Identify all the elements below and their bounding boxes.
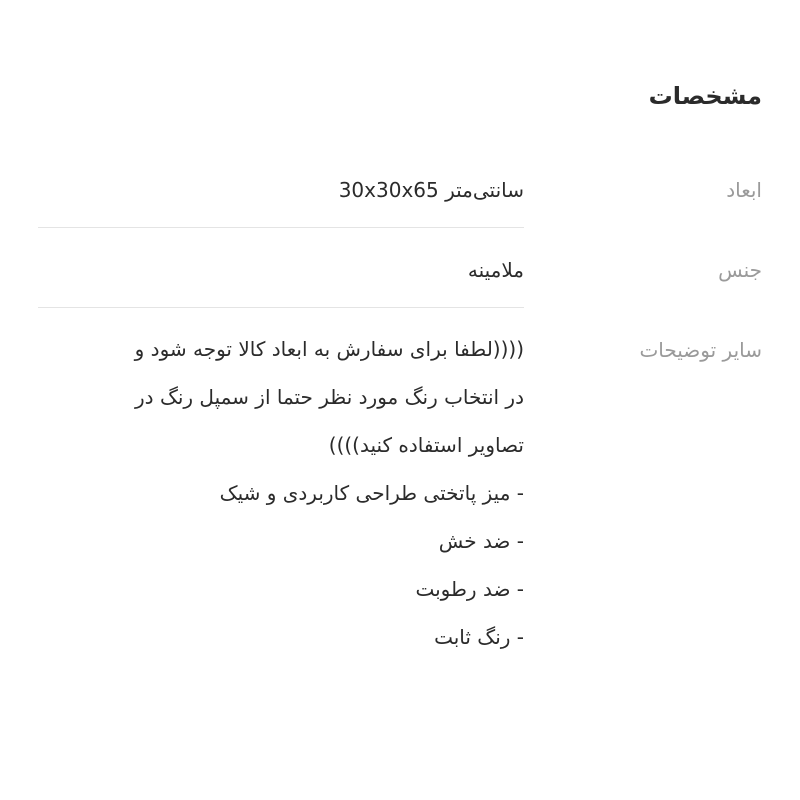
divider (38, 307, 524, 308)
spec-label-dimensions: ابعاد (726, 178, 762, 202)
spec-value-dimensions: سانتی‌متر 30x30x65 (338, 178, 524, 202)
description-line: در انتخاب رنگ مورد نظر حتما از سمپل رنگ در (135, 385, 524, 409)
feature-item: - میز پاتختی طراحی کاربردی و شیک (219, 481, 524, 505)
divider (38, 227, 524, 228)
section-title: مشخصات (648, 82, 762, 110)
spec-value-other-details (38, 325, 524, 661)
description-line: تصاویر استفاده کنید)))) (328, 433, 524, 457)
feature-item: - ضد رطوبت (415, 577, 524, 601)
spec-label-material: جنس (718, 258, 762, 282)
feature-item: - ضد خش (438, 529, 524, 553)
spec-label-other-details: سایر توضیحات (639, 338, 762, 362)
feature-item: - رنگ ثابت (434, 625, 524, 649)
spec-value-material: ملامینه (467, 258, 524, 282)
description-line: ((((لطفا برای سفارش به ابعاد کالا توجه شود و (134, 337, 524, 361)
